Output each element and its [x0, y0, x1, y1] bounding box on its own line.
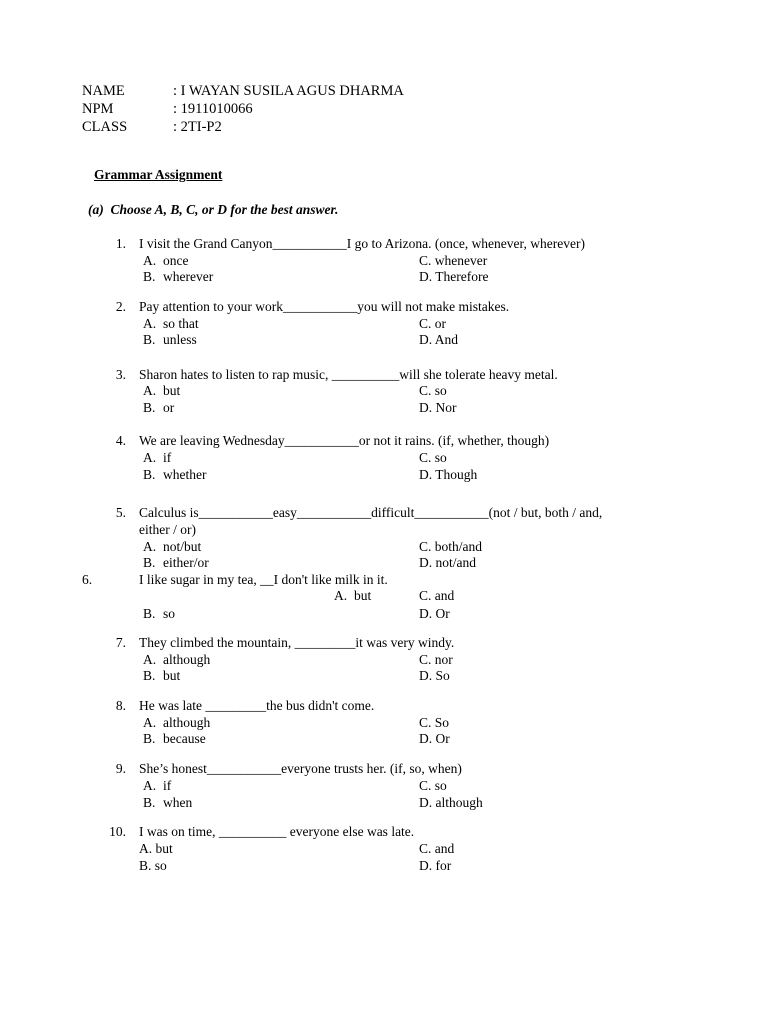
- instruction-text: Choose A, B, C, or D for the best answer.: [110, 202, 339, 217]
- question-number: 3.: [115, 367, 126, 382]
- option-a: A. although: [143, 715, 211, 730]
- question-number: 9.: [115, 761, 126, 776]
- option-b: B. when: [143, 795, 193, 810]
- option-a: A. but: [139, 841, 173, 856]
- option-a: A. not/but: [143, 539, 202, 554]
- option-c: C. or: [419, 316, 446, 331]
- option-d: D. And: [419, 332, 459, 347]
- question-text: We are leaving Wednesday___________or not it rains. (if, whether, though): [139, 433, 550, 448]
- question-text: He was late _________the bus didn't come.: [139, 698, 375, 713]
- question-text: Pay attention to your work___________you will not make mistakes.: [139, 299, 510, 314]
- option-b: B. wherever: [143, 269, 214, 284]
- option-b: B. unless: [143, 332, 197, 347]
- option-c: C. so: [419, 778, 447, 793]
- option-c: C. both/and: [419, 539, 482, 554]
- name-value: : I WAYAN SUSILA AGUS DHARMA: [173, 83, 404, 99]
- class-value: : 2TI-P2: [173, 119, 222, 135]
- question-text: They climbed the mountain, _________it was very windy.: [139, 635, 455, 650]
- question-text: I visit the Grand Canyon___________I go to Arizona. (once, whenever, wherever): [139, 236, 585, 251]
- option-d: D. for: [419, 858, 452, 873]
- option-a: A. so that: [143, 316, 199, 331]
- option-c: C. so: [419, 450, 447, 465]
- option-d: D. although: [419, 795, 483, 810]
- question-number: 10.: [109, 824, 126, 839]
- option-d: D. Nor: [419, 400, 457, 415]
- name-label: NAME: [82, 83, 125, 99]
- question-number: 2.: [115, 299, 126, 314]
- option-b: B. either/or: [143, 555, 209, 570]
- question-number: 7.: [115, 635, 126, 650]
- question-text-continued: either / or): [139, 522, 196, 537]
- option-b: B. so: [139, 858, 167, 873]
- question-text: She’s honest___________everyone trusts her. (if, so, when): [139, 761, 462, 776]
- question-number: 5.: [115, 505, 126, 520]
- option-a: A. if: [143, 450, 172, 465]
- question-number: 1.: [115, 236, 126, 251]
- npm-value: : 1911010066: [173, 101, 253, 117]
- section-label: (a): [88, 202, 104, 217]
- option-d: D. Or: [419, 606, 450, 621]
- option-c: C. and: [419, 588, 455, 603]
- option-c: C. nor: [419, 652, 453, 667]
- option-d: D. Or: [419, 731, 450, 746]
- question-number: 4.: [115, 433, 126, 448]
- question-text: I was on time, __________ everyone else was late.: [139, 824, 415, 839]
- question-text: Sharon hates to listen to rap music, __________will she tolerate heavy metal.: [139, 367, 558, 382]
- instruction: [88, 201, 338, 218]
- option-d: D. not/and: [419, 555, 476, 570]
- option-b: B. so: [143, 606, 176, 621]
- question-text: I like sugar in my tea, __I don't like milk in it.: [139, 572, 388, 587]
- option-c: C. and: [419, 841, 455, 856]
- option-d: D. Therefore: [419, 269, 489, 284]
- question-number: 8.: [115, 698, 126, 713]
- class-label: CLASS: [82, 119, 128, 135]
- option-d: D. So: [419, 668, 450, 683]
- option-c: C. so: [419, 383, 447, 398]
- option-a: A. but: [143, 383, 181, 398]
- option-d: D. Though: [419, 467, 478, 482]
- option-b: B. or: [143, 400, 175, 415]
- option-c: C. So: [419, 715, 450, 730]
- option-a: A. if: [143, 778, 172, 793]
- option-c: C. whenever: [419, 253, 488, 268]
- option-b: B. whether: [143, 467, 207, 482]
- option-a: A. but: [334, 588, 372, 603]
- question-number: 6.: [82, 572, 93, 587]
- question-text: Calculus is___________easy___________difficult___________(not / but, both / and,: [139, 505, 603, 520]
- page-title: Grammar Assignment: [94, 167, 223, 182]
- option-b: B. but: [143, 668, 181, 683]
- option-b: B. because: [143, 731, 206, 746]
- option-a: A. although: [143, 652, 211, 667]
- npm-label: NPM: [82, 101, 114, 117]
- option-a: A. once: [143, 253, 189, 268]
